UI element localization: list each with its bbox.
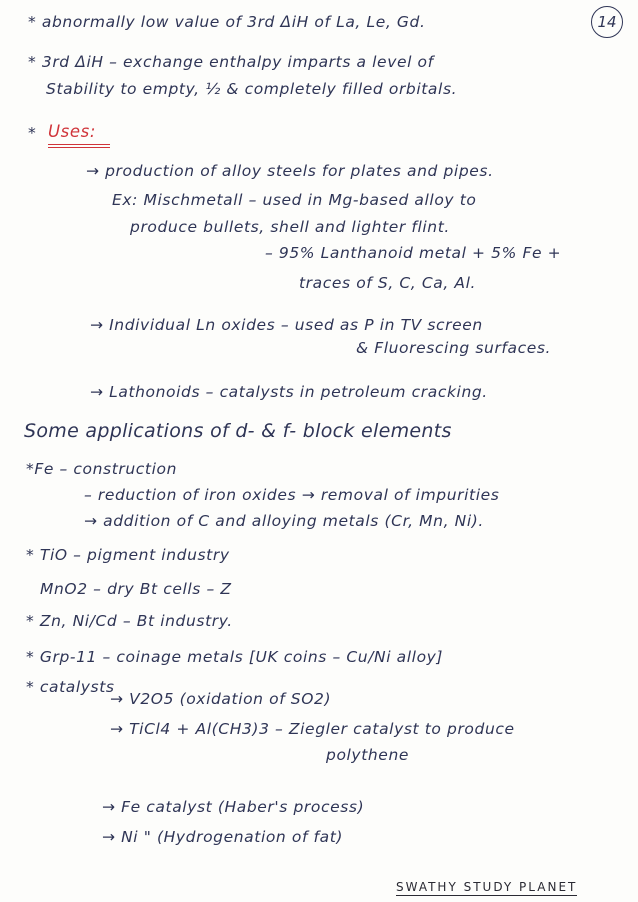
note-line: → addition of C and alloying metals (Cr, Mn, Ni).: [84, 512, 484, 530]
note-line: & Fluorescing surfaces.: [356, 339, 552, 357]
note-line: * Zn, Ni/Cd – Bt industry.: [26, 612, 233, 630]
note-line: – 95% Lanthanoid metal + 5% Fe +: [265, 244, 562, 262]
uses-underline: [48, 144, 110, 147]
note-line: → TiCl4 + Al(CH3)3 – Ziegler catalyst to produce: [110, 720, 515, 738]
footer-signature: SWATHY STUDY PLANET: [396, 880, 578, 894]
note-line: → V2O5 (oxidation of SO2): [110, 690, 332, 708]
note-line: traces of S, C, Ca, Al.: [299, 274, 477, 292]
page-number-badge: 14: [591, 6, 623, 38]
bullet-star: *: [28, 124, 37, 142]
uses-heading: Uses:: [48, 122, 96, 141]
note-line: *Fe – construction: [26, 460, 177, 478]
note-line: produce bullets, shell and lighter flint.: [130, 218, 450, 236]
note-line: polythene: [326, 746, 409, 764]
note-line: – reduction of iron oxides → removal of impurities: [84, 486, 500, 504]
note-line: * catalysts: [26, 678, 115, 696]
note-line: Ex: Mischmetall – used in Mg-based alloy to: [112, 191, 477, 209]
note-line: → production of alloy steels for plates and pipes.: [86, 162, 494, 180]
note-line: Stability to empty, ½ & completely filled orbitals.: [46, 80, 458, 98]
note-line: * abnormally low value of 3rd ΔiH of La, Le, Gd.: [28, 13, 426, 31]
note-line: → Fe catalyst (Haber's process): [102, 798, 365, 816]
note-line: * Grp-11 – coinage metals [UK coins – Cu/Ni alloy]: [26, 648, 444, 666]
note-line: * 3rd ΔiH – exchange enthalpy imparts a level of: [28, 53, 434, 71]
note-line: → Ni " (Hydrogenation of fat): [102, 828, 344, 846]
note-line: → Individual Ln oxides – used as P in TV screen: [90, 316, 483, 334]
note-line: * TiO – pigment industry: [26, 546, 230, 564]
note-line: → Lathonoids – catalysts in petroleum cracking.: [90, 383, 488, 401]
note-line: MnO2 – dry Bt cells – Z: [40, 580, 232, 598]
section-heading: Some applications of d- & f- block elements: [24, 420, 452, 442]
